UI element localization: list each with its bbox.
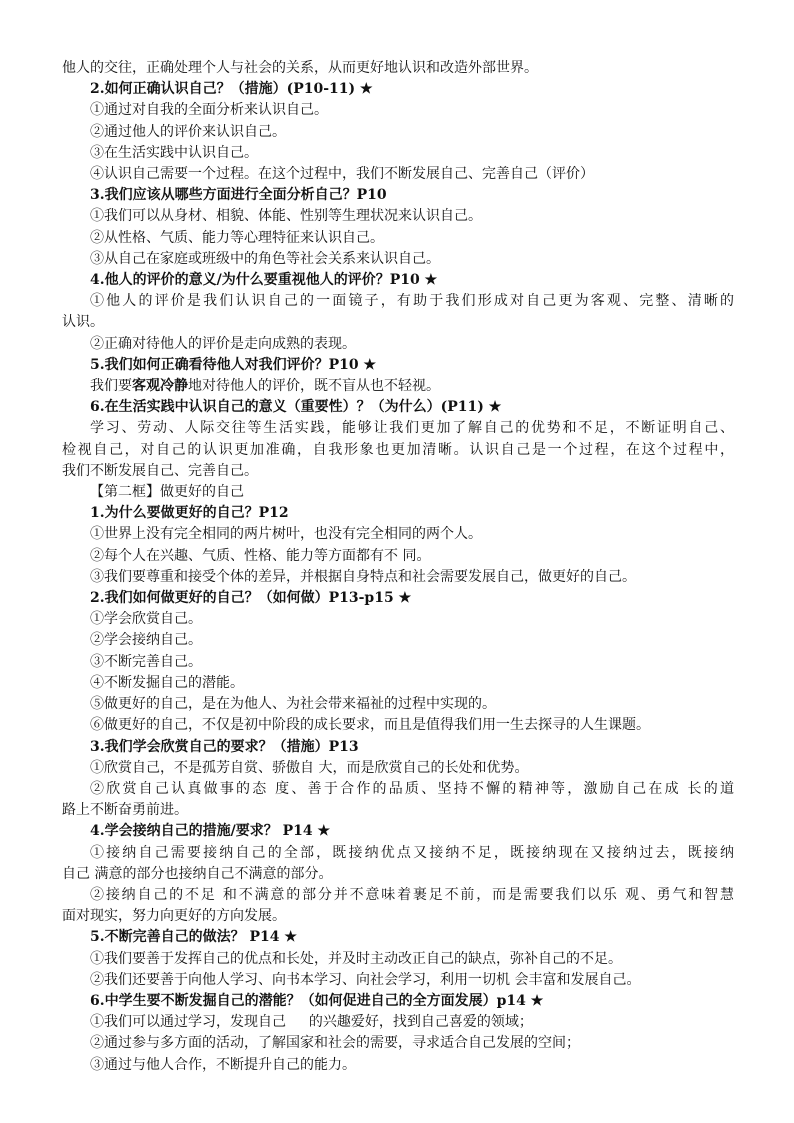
text-line: ①欣赏自己，不是孤芳自赏、骄傲自 大，而是欣赏自己的长处和优势。 <box>90 759 529 776</box>
question-heading: 1.为什么要做更好的自己？P12 <box>90 505 289 522</box>
text-line: ②学会接纳自己。 <box>90 632 202 649</box>
text-line: ①我们可以通过学习，发现自己 的兴趣爱好，找到自己喜爱的领域； <box>90 1014 533 1031</box>
text-line: ③我们要尊重和接受个体的差异，并根据自身特点和社会需要发展自己，做更好的自己。 <box>90 568 636 585</box>
text-line: ②通过他人的评价来认识自己。 <box>90 123 286 140</box>
text-line: ②通过参与多方面的活动，了解国家和社会的需要，寻求适合自己发展的空间； <box>90 1035 580 1052</box>
text-line: 我们不断发展自己、完善自己。 <box>62 462 258 479</box>
question-heading: 2.如何正确认识自己？（措施）(P10-11) ★ <box>90 81 373 98</box>
text-line: ②从性格、气质、能力等心理特征来认识自己。 <box>90 229 384 246</box>
text-line: ③不断完善自己。 <box>90 653 202 670</box>
question-heading: 5.我们如何正确看待他人对我们评价？P10 ★ <box>90 356 377 373</box>
question-heading: 5.不断完善自己的做法？ P14 ★ <box>90 929 297 946</box>
text-line: ①通过对自我的全面分析来认识自己。 <box>90 102 328 119</box>
emphasis-text: 客观冷静 <box>132 378 188 395</box>
question-heading: 2.我们如何做更好的自己？（如何做）P13-p15 ★ <box>90 590 412 607</box>
text-line: 检视自己，对自己的认识更加准确，自我形象也更加清晰。认识自己是一个过程，在这个过程中， <box>62 441 734 458</box>
text-line: ②接纳自己的不足 和不满意的部分并不意味着裹足不前，而是需要我们以乐 观、勇气和智慧 <box>90 886 734 903</box>
text-line: ⑤做更好的自己，是在为他人、为社会带来福祉的过程中实现的。 <box>90 696 496 713</box>
text-line: ①世界上没有完全相同的两片树叶，也没有完全相同的两个人。 <box>90 526 482 543</box>
text-line: ③从自己在家庭或班级中的角色等社会关系来认识自己。 <box>90 250 440 267</box>
question-heading: 3.我们学会欣赏自己的要求？（措施）P13 <box>90 738 359 755</box>
text-line: 他人的交往，正确处理个人与社会的关系，从而更好地认识和改造外部世界。 <box>62 60 538 76</box>
text-line: 自己 满意的部分也接纳自己不满意的部分。 <box>62 865 333 882</box>
text-line: ②每个人在兴趣、气质、性格、能力等方面都有不 同。 <box>90 547 431 564</box>
text-line: ①我们要善于发挥自己的优点和长处，并及时主动改正自己的缺点，弥补自己的不足。 <box>90 950 622 967</box>
text-line: ②欣赏自己认真做事的态 度、善于合作的品质、坚持不懈的精神等，激励自己在成 长的道 <box>90 780 734 797</box>
text-line: ⑥做更好的自己，不仅是初中阶段的成长要求，而且是值得我们用一生去探寻的人生课题。 <box>90 717 650 734</box>
text-line: ②正确对待他人的评价是走向成熟的表现。 <box>90 335 356 352</box>
text-line: ③通过与他人合作，不断提升自己的能力。 <box>90 1056 356 1073</box>
question-heading: 4.学会接纳自己的措施/要求？ P14 ★ <box>90 823 331 840</box>
question-heading: 4.他人的评价的意义/为什么要重视他人的评价？P10 ★ <box>90 272 438 289</box>
text-line: 面对现实，努力向更好的方向发展。 <box>62 908 286 925</box>
text-line: ②我们还要善于向他人学习、向书本学习、向社会学习，利用一切机 会丰富和发展自己。 <box>90 971 641 988</box>
text-line: ①我们可以从身材、相貌、体能、性别等生理状况来认识自己。 <box>90 208 482 225</box>
text-line: ③在生活实践中认识自己。 <box>90 144 258 161</box>
question-heading: 3.我们应该从哪些方面进行全面分析自己？P10 <box>90 187 387 204</box>
text-line: ④认识自己需要一个过程。在这个过程中，我们不断发展自己、完善自己（评价） <box>90 166 594 183</box>
document-page <box>62 58 734 1076</box>
text-line: 我们要客观冷静地对待他人的评价，既不盲从也不轻视。 <box>90 378 440 395</box>
text-line: ①接纳自己需要接纳自己的全部，既接纳优点又接纳不足，既接纳现在又接纳过去，既接纳 <box>90 844 734 861</box>
text-line: ①他人的评价是我们认识自己的一面镜子，有助于我们形成对自己更为客观、完整、清晰的 <box>90 293 734 310</box>
text-line: 路上不断奋勇前进。 <box>62 802 188 819</box>
text-line: ①学会欣赏自己。 <box>90 611 202 628</box>
text-line: 认识。 <box>62 314 104 331</box>
question-heading: 6.在生活实践中认识自己的意义（重要性）？（为什么）(P11) ★ <box>90 399 502 416</box>
text-line: ④不断发掘自己的潜能。 <box>90 674 244 691</box>
text-line: 学习、劳动、人际交往等生活实践，能够让我们更加了解自己的优势和不足，不断证明自己、 <box>90 420 734 437</box>
question-heading: 6.中学生要不断发掘自己的潜能？（如何促进自己的全方面发展）p14 ★ <box>90 992 544 1009</box>
text-line: 【第二框】做更好的自己 <box>90 484 244 501</box>
